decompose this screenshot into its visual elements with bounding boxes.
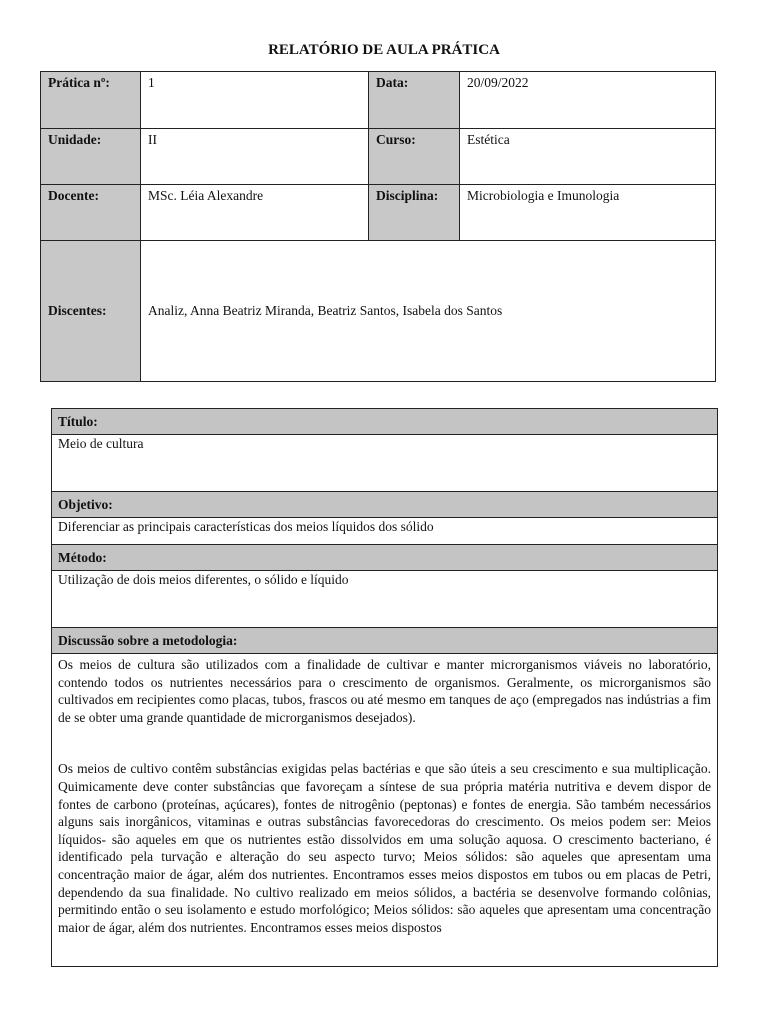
discentes-label: Discentes:: [41, 241, 141, 382]
titulo-label: Título:: [52, 409, 718, 435]
unidade-value: II: [141, 129, 369, 185]
docente-label: Docente:: [41, 185, 141, 241]
curso-label: Curso:: [369, 129, 460, 185]
titulo-header-row: [52, 409, 718, 435]
titulo-value: Meio de cultura: [52, 435, 718, 492]
metodo-content-row: [52, 571, 718, 628]
data-label: Data:: [369, 72, 460, 129]
disciplina-value: Microbiologia e Imunologia: [460, 185, 716, 241]
discentes-value: Analiz, Anna Beatriz Miranda, Beatriz Santos, Isabela dos Santos: [141, 241, 716, 382]
discussao-header-row: [52, 628, 718, 654]
discussao-paragraph-2: Os meios de cultivo contêm substâncias exigidas pelas bactérias e que são úteis a seu crescimento e sua multiplicação. Quimicamente deve conter substâncias que favoreçam a síntese de sua própria matéria nutritiva e devem dispor de fontes de carbono (proteínas, açúcares), fontes de nitrogênio (peptonas) e fontes de energia. São também necessários alguns sais inorgânicos, vitaminas e outras substâncias favorecedoras do crescimento. Os meios podem ser: Meios líquidos- são aqueles em que os nutrientes estão dissolvidos em uma solução aquosa. O crescimento bacteriano, é identificado pela turvação e alteração do seu aspecto turvo; Meios sólidos: são aqueles que apresentam uma concentração maior de ágar, além dos nutrientes. Encontramos esses meios dispostos em tubos ou em placas de Petri, dependendo da sua finalidade. No cultivo realizado em meios sólidos, a bactéria se desenvolve formando colônias, permitindo então o seu isolamento e estudo morfológico; Meios sólidos: são aqueles que apresentam uma concentração maior de ágar, além dos nutrientes. Encontramos esses meios dispostos: [58, 761, 711, 935]
objetivo-header-row: [52, 492, 718, 518]
objetivo-value: Diferenciar as principais características dos meios líquidos dos sólido: [52, 518, 718, 545]
titulo-content-row: [52, 435, 718, 492]
pratica-value: 1: [141, 72, 369, 129]
objetivo-content-row: [52, 518, 718, 545]
objetivo-label: Objetivo:: [52, 492, 718, 518]
discussao-label: Discussão sobre a metodologia:: [52, 628, 718, 654]
docente-value: MSc. Léia Alexandre: [141, 185, 369, 241]
metodo-header-row: [52, 545, 718, 571]
pratica-label: Prática nº:: [41, 72, 141, 129]
row-unidade-curso: [41, 129, 716, 185]
unidade-label: Unidade:: [41, 129, 141, 185]
discussao-content: [52, 654, 718, 967]
data-value: 20/09/2022: [460, 72, 716, 129]
discussao-paragraph-1: Os meios de cultura são utilizados com a finalidade de cultivar e manter microrganismos viáveis no laboratório, contendo todos os nutrientes necessários para o crescimento de organismos. Geralmente, os microrganismos são cultivados em recipientes como placas, tubos, frascos ou até mesmo em tanques de aço (empregados nas indústrias a fim de se obter uma grande quantidade de microrganismos desejados).: [58, 657, 711, 725]
row-pratica-data: [41, 72, 716, 129]
discussao-content-row: [52, 654, 718, 967]
metodo-value: Utilização de dois meios diferentes, o sólido e líquido: [52, 571, 718, 628]
row-docente-disciplina: [41, 185, 716, 241]
report-sections-table: [51, 408, 718, 967]
header-info-table: [40, 71, 716, 382]
metodo-label: Método:: [52, 545, 718, 571]
disciplina-label: Disciplina:: [369, 185, 460, 241]
curso-value: Estética: [460, 129, 716, 185]
document-title: RELATÓRIO DE AULA PRÁTICA: [268, 42, 500, 58]
row-discentes: [41, 241, 716, 382]
